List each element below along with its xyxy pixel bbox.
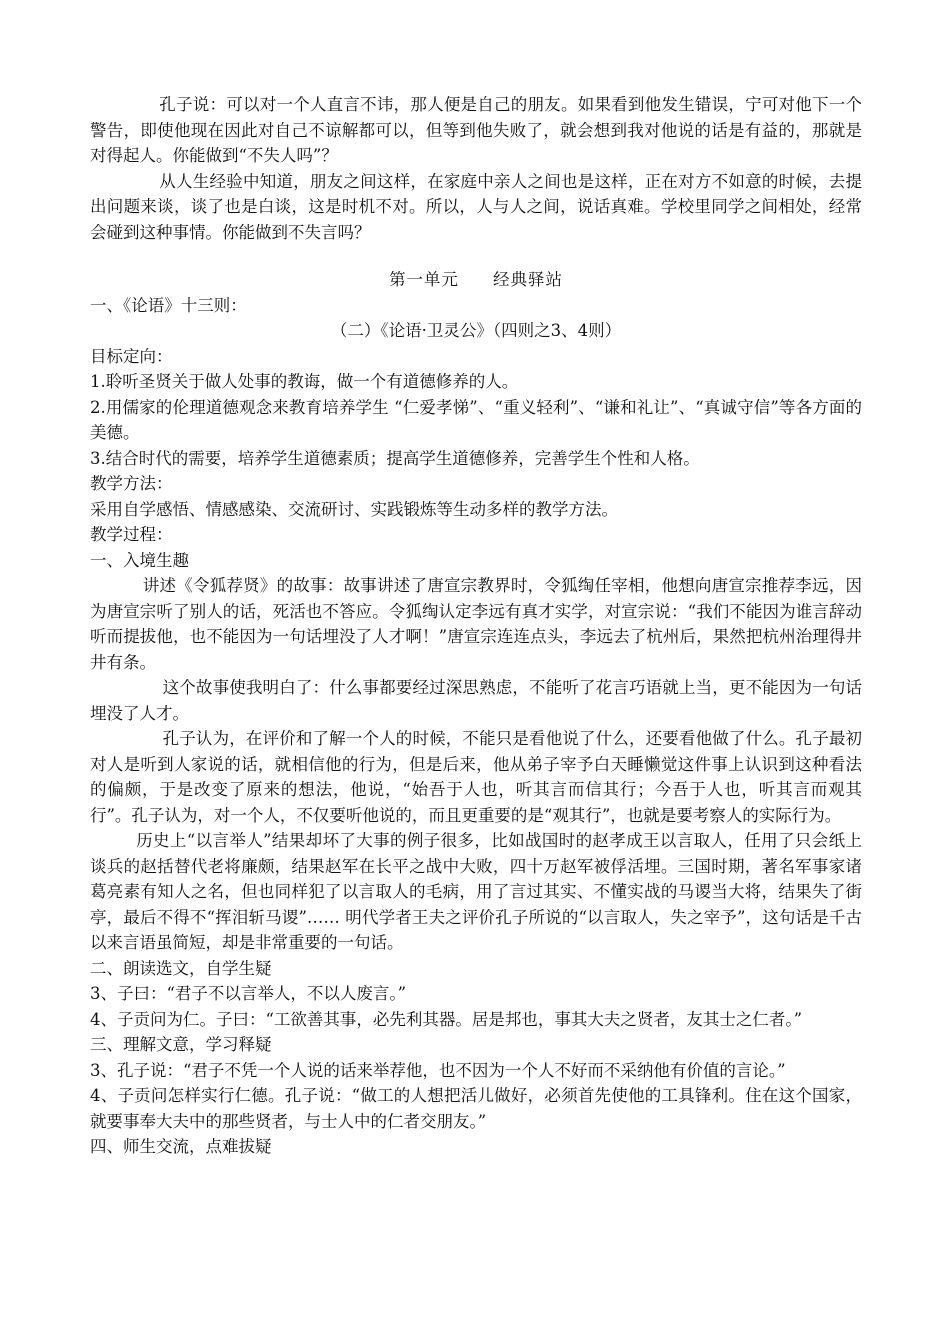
lesson-paragraph: 这个故事使我明白了：什么事都要经过深思熟虑，不能听了花言巧语就上当，更不能因为一句话埋没了人才。 xyxy=(90,678,862,723)
goal-item-2: 2.用儒家的伦理道德观念来教育培养学生 “仁爱孝悌”、“重义轻利”、“谦和礼让”、“真诚守信”等各方面的美德。 xyxy=(90,397,862,442)
translation-4: 4、子贡问怎样实行仁德。孔子说：“做工的人想把活儿做好，必须首先使他的工具锋利。住在这个国家，就要事奉大夫中的那些贤者，与士人中的仁者交朋友。” xyxy=(90,1086,862,1131)
methods-heading: 教学方法： xyxy=(90,474,173,493)
intro-paragraph-2: 从人生经验中知道，朋友之间这样，在家庭中亲人之间也是这样，正在对方不如意的时候，去提出问题来谈，谈了也是白谈，这是时机不对。所以，人与人之间，说话真难。学校里同学之间相处，经常会碰到这种事情。你能做到不失言吗？ xyxy=(90,171,862,242)
document-page xyxy=(90,92,862,1160)
goals-heading: 目标定向： xyxy=(90,346,173,366)
unit-title-right: 经典驿站 xyxy=(493,270,563,289)
translation-3: 3、孔子说：“君子不凭一个人说的话来举荐他，也不因为一个人不好而不采纳他有价值的言论。” xyxy=(90,1060,786,1080)
goal-item-3: 3.结合时代的需要，培养学生道德素质；提高学生道德修养，完善学生个性和人格。 xyxy=(90,448,700,468)
process-heading: 教学过程： xyxy=(90,525,173,544)
step-4-heading: 四、师生交流，点难拔疑 xyxy=(90,1137,272,1156)
lesson-subtitle: （二）《论语·卫灵公》（四则之3、4则） xyxy=(330,321,622,340)
unit-title xyxy=(90,267,862,293)
step-3-heading: 三、理解文意，学习释疑 xyxy=(90,1035,272,1054)
history-paragraph: 历史上“以言举人”结果却坏了大事的例子很多，比如战国时的赵孝成王以言取人，任用了只会纸上谈兵的赵括替代老将廉颇，结果赵军在长平之战中大败，四十万赵军被俘活埋。三国时期，著名军事家诸葛亮素有知人之名，但也同样犯了以言取人的毛病，用了言过其实、不懂实战的马谡当大将，结果失了街亭，最后不得不“挥泪斩马谡”…… 明代学者王夫之评价孔子所说的“以言取人，失之宰予”，这句话是千古以来言语虽简短，却是非常重要的一句话。 xyxy=(90,831,862,952)
reading-4: 4、子贡问为仁。子曰：“工欲善其事，必先利其器。居是邦也，事其大夫之贤者，友其士之仁者。” xyxy=(90,1009,803,1029)
step-2-heading: 二、朗读选文，自学生疑 xyxy=(90,958,272,978)
intro-paragraph-1: 孔子说：可以对一个人直言不讳，那人便是自己的朋友。如果看到他发生错误，宁可对他下一个警告，即使他现在因此对自己不谅解都可以，但等到他失败了，就会想到我对他说的话是有益的，那就是对得起人。你能做到“不失人吗”？ xyxy=(90,95,862,165)
confucius-paragraph: 孔子认为，在评价和了解一个人的时候，不能只是看他说了什么，还要看他做了什么。孔子最初对人是听到人家说的话，就相信他的行为，但是后来，他从弟子宰予白天睡懒觉这件事上认识到这种看法的偏颇，于是改变了原来的想法，他说，“始吾于人也，听其言而信其行；今吾于人也，听其言而观其行”。孔子认为，对一个人，不仅要听他说的，而且更重要的是“观其行”，也就是要考察人的实际行为。 xyxy=(90,729,862,825)
section-heading-analects: 一、《论语》十三则： xyxy=(90,295,247,315)
step-1-heading: 一、入境生趣 xyxy=(90,550,189,570)
story-paragraph: 讲述《令狐荐贤》的故事：故事讲述了唐宣宗教界时，令狐绹任宰相，他想向唐宣宗推荐李远，因为唐宣宗听了别人的话，死活也不答应。令狐绹认定李远有真才实学，对宣宗说：“我们不能因为谁言辞动听而提拔他，也不能因为一句话埋没了人才啊！”唐宣宗连连点头，李远去了杭州后，果然把杭州治理得井井有条。 xyxy=(90,576,862,672)
goal-item-1: 1.聆听圣贤关于做人处事的教诲，做一个有道德修养的人。 xyxy=(90,372,519,391)
unit-title-left: 第一单元 xyxy=(389,270,459,289)
methods-text: 采用自学感悟、情感感染、交流研讨、实践锻炼等生动多样的教学方法。 xyxy=(90,499,618,519)
reading-3: 3、子曰：“君子不以言举人，不以人废言。” xyxy=(90,984,407,1003)
